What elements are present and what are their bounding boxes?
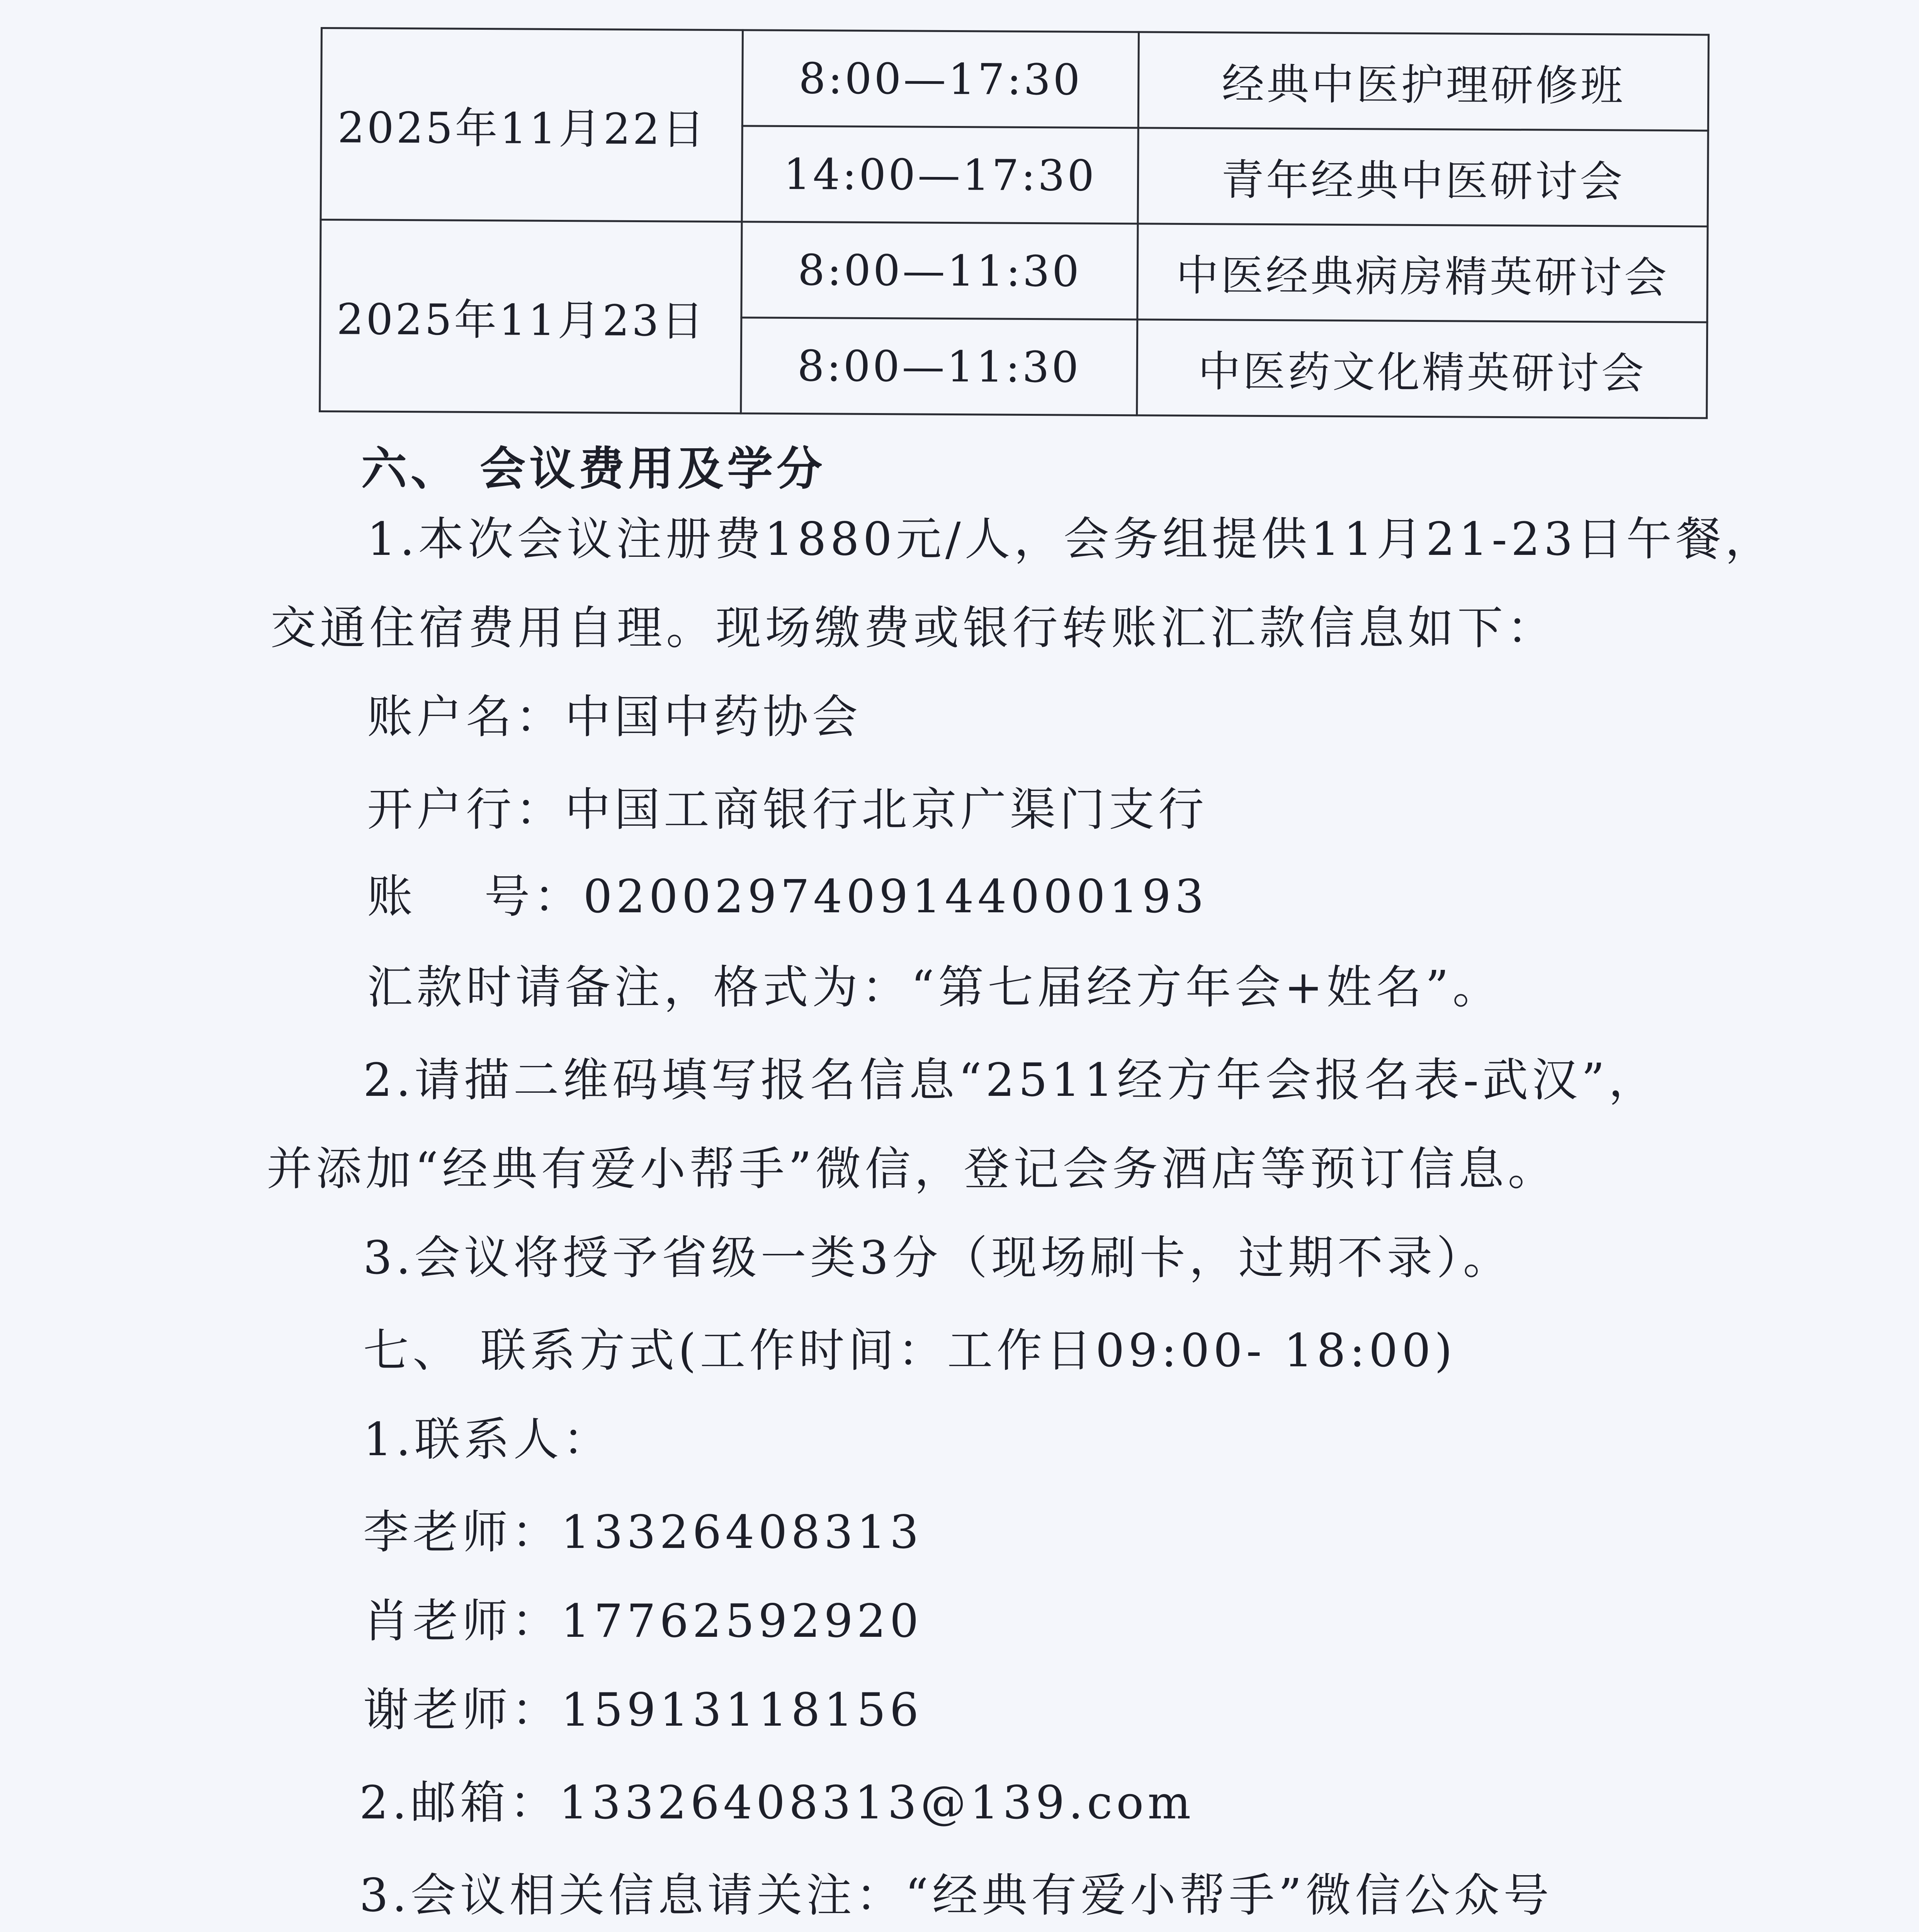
remittance-remark: 汇款时请备注，格式为：“第七届经方年会+姓名”。 bbox=[367, 961, 1502, 1014]
table-row bbox=[320, 220, 1708, 323]
time-cell: 8:00—11:30 bbox=[741, 222, 1138, 320]
session-cell: 经典中医护理研修班 bbox=[1138, 32, 1708, 131]
session-cell: 中医药文化精英研讨会 bbox=[1137, 320, 1707, 418]
follow-wechat: 3.会议相关信息请关注：“经典有爱小帮手”微信公众号 bbox=[359, 1869, 1553, 1922]
section-heading-fees: 六、 会议费用及学分 bbox=[361, 442, 826, 495]
contact-li: 李老师：13326408313 bbox=[363, 1505, 923, 1559]
account-number: 账 号：0200297409144000193 bbox=[367, 870, 1208, 923]
session-cell: 中医经典病房精英研讨会 bbox=[1137, 224, 1708, 322]
registration-line-1: 2.请描二维码填写报名信息“2511经方年会报名表-武汉”， bbox=[363, 1053, 1658, 1107]
credit-info: 3.会议将授予省级一类3分（现场刷卡，过期不录）。 bbox=[363, 1231, 1513, 1284]
schedule-table bbox=[319, 27, 1710, 419]
fee-paragraph-line-2: 交通住宿费用自理。现场缴费或银行转账汇汇款信息如下： bbox=[270, 601, 1557, 655]
contact-people-label: 1.联系人： bbox=[363, 1413, 612, 1466]
contact-xie: 谢老师：15913118156 bbox=[363, 1683, 923, 1736]
contact-xiao: 肖老师：17762592920 bbox=[363, 1594, 923, 1648]
time-cell: 8:00—11:30 bbox=[741, 318, 1137, 415]
fee-paragraph-line-1: 1.本次会议注册费1880元/人，会务组提供11月21-23日午餐， bbox=[367, 512, 1775, 566]
table-row bbox=[321, 28, 1708, 131]
session-cell: 青年经典中医研讨会 bbox=[1138, 128, 1708, 226]
time-cell: 14:00—17:30 bbox=[742, 126, 1138, 224]
account-name: 账户名：中国中药协会 bbox=[367, 690, 862, 743]
time-cell: 8:00—17:30 bbox=[742, 30, 1139, 128]
contact-email: 2.邮箱：13326408313@139.com bbox=[359, 1776, 1195, 1829]
section-heading-contact: 七、 联系方式(工作时间：工作日09:00- 18:00) bbox=[363, 1324, 1457, 1377]
bank-name: 开户行：中国工商银行北京广渠门支行 bbox=[367, 783, 1208, 836]
date-cell: 2025年11月23日 bbox=[320, 220, 742, 413]
registration-line-2: 并添加“经典有爱小帮手”微信，登记会务酒店等预订信息。 bbox=[267, 1142, 1557, 1196]
date-cell: 2025年11月22日 bbox=[321, 28, 743, 222]
